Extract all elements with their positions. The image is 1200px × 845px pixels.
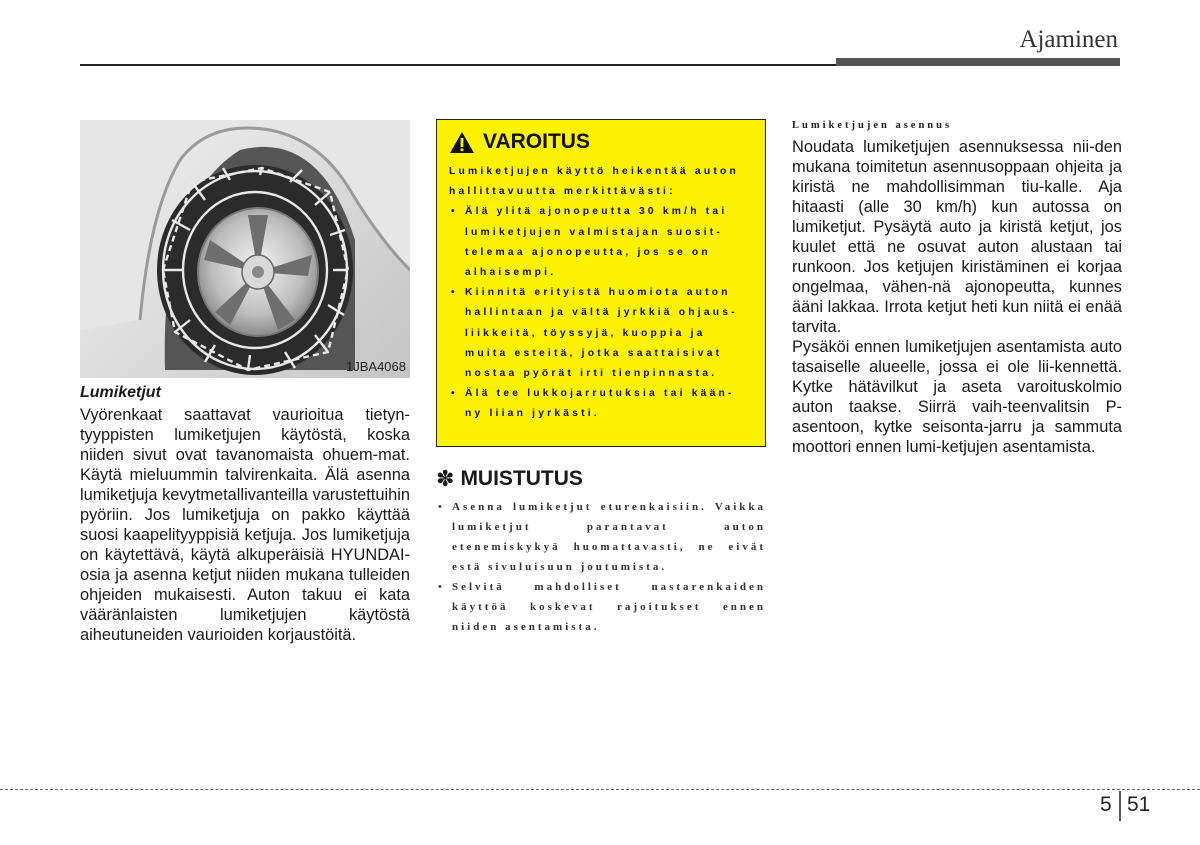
- footer-divider: [0, 789, 1200, 790]
- note-asterisk-icon: ✽: [436, 466, 455, 491]
- header-rule: [80, 64, 840, 66]
- snow-chain-figure: [80, 120, 410, 378]
- installation-text: [792, 137, 1122, 457]
- chapter-number: 5: [1100, 793, 1112, 816]
- header-rule-accent: [836, 58, 1120, 66]
- section-subtitle-installation: Lumiketjujen asennus: [792, 120, 953, 131]
- warning-triangle-icon: [449, 131, 475, 154]
- warning-item: • Kiinnitä erityistä huomiota auton hallintaan ja vältä jyrkkiä ohjaus-liikkeitä, töyssyjä, kuoppia ja muita esteitä, jotka saattaisivat nostaa pyörät irti tienpinnasta.: [449, 283, 753, 384]
- installation-paragraph-1: Noudata lumiketjujen asennuksessa nii-den mukana toimitetun asennusoppaan ohjeita ja kiristä ne mahdollisimman tiu-kalle. Aja hitaasti (alle 30 km/h) kun autossa on lumiketjut. Pysäytä auto ja kiristä ketjut, jos kuulet että ne osuvat auton alustaan tai runkoon. Jos ketjujen kiristäminen ei korjaa ongelmaa, vähen-nä ajonopeutta, kunnes ääni lakkaa. Irrota ketjut heti kun niitä ei enää tarvita.: [792, 138, 1122, 336]
- page-header-title: Ajaminen: [1019, 26, 1118, 53]
- tire-with-chain-illustration: [80, 120, 410, 378]
- installation-paragraph-2: Pysäköi ennen lumiketjujen asentamista auto tasaiselle alueelle, jossa ei ole lii-kennettä. Kytke hätävilkut ja aseta varoituskolmio auton taakse. Siirrä vaih-teenvalitsin P-asentoon, kytke seisonta-jarru ja sammuta moottori ennen lumi-ketjujen asentamista.: [792, 338, 1122, 456]
- warning-title: VAROITUS: [483, 130, 590, 153]
- warning-header: [449, 130, 753, 154]
- warning-list: [449, 202, 753, 424]
- page-number-separator: [1119, 791, 1121, 821]
- warning-box: [436, 119, 766, 447]
- warning-intro: Lumiketjujen käyttö heikentää auton hallittavuutta merkittävästi:: [449, 166, 739, 198]
- note-header: [436, 466, 583, 492]
- note-item: • Asenna lumiketjut eturenkaisiin. Vaikka lumiketjut parantavat auton etenemiskykyä huomattavasti, ne eivät estä sivuluisuun joutumista.: [436, 497, 766, 577]
- warning-item: • Älä tee lukkojarrutuksia tai kään-ny liian jyrkästi.: [449, 384, 753, 424]
- snow-chains-paragraph: Vyörenkaat saattavat vaurioitua tietyn-tyyppisten lumiketjujen käytöstä, koska niiden sivut ovat tavanomaista ohuem-mat. Käytä mieluummin talvirenkaita. Älä asenna lumiketjuja kevytmetallivanteilla varustettuihin pyöriin. Jos lumiketjuja on pakko käyttää suosi kaapelityyppisiä ketjuja. Jos lumiketjuja on käytettävä, käytä alkuperäisiä HYUNDAI-osia ja asenna ketjut niiden mukana tulleiden ohjeiden mukaisesti. Auton takuu ei kata vääränlaisten lumiketjujen käytöstä aiheutuneiden vaurioiden korjaustöitä.: [80, 406, 410, 644]
- note-list: [436, 497, 766, 637]
- page-number: 51: [1127, 793, 1151, 816]
- note-title: MUISTUTUS: [460, 467, 583, 490]
- section-title-snow-chains: Lumiketjut: [80, 384, 161, 401]
- warning-item: • Älä ylitä ajonopeutta 30 km/h tai lumiketjujen valmistajan suosit-telemaa ajonopeutta, jos se on alhaisempi.: [449, 202, 753, 283]
- figure-code: 1JBA4068: [346, 359, 406, 374]
- note-item: • Selvitä mahdolliset nastarenkaiden käyttöä koskevat rajoitukset ennen niiden asentamista.: [436, 577, 766, 637]
